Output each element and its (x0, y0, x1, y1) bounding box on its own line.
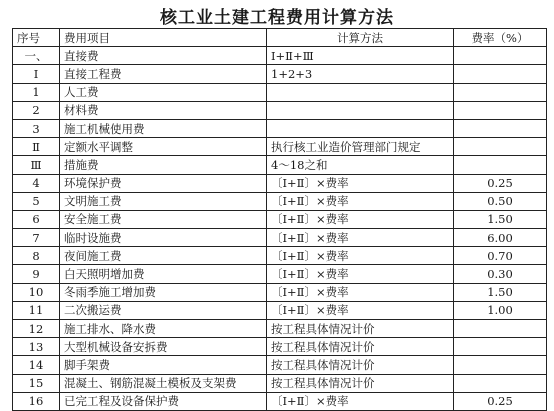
header-item: 费用项目 (60, 29, 267, 47)
table-row (13, 301, 547, 319)
row-number: Ⅰ (13, 65, 60, 83)
row-method: 〔Ⅰ+Ⅱ〕×费率 (267, 283, 454, 301)
row-rate: 0.50 (454, 192, 547, 210)
table-body (13, 47, 547, 411)
row-method (267, 83, 454, 101)
table-row (13, 356, 547, 374)
row-number: 2 (13, 101, 60, 119)
row-method: Ⅰ+Ⅱ+Ⅲ (267, 47, 454, 65)
row-item: 大型机械设备安拆费 (60, 338, 267, 356)
row-method: 〔Ⅰ+Ⅱ〕×费率 (267, 265, 454, 283)
row-number: 14 (13, 356, 60, 374)
row-number: 11 (13, 301, 60, 319)
row-item: 白天照明增加费 (60, 265, 267, 283)
table-header-row (13, 29, 547, 47)
row-item: 施工机械使用费 (60, 119, 267, 137)
row-number: 4 (13, 174, 60, 192)
row-rate: 1.50 (454, 210, 547, 228)
row-rate (454, 138, 547, 156)
table-row (13, 374, 547, 392)
table-row (13, 210, 547, 228)
row-method: 按工程具体情况计价 (267, 320, 454, 338)
row-rate (454, 320, 547, 338)
row-method (267, 119, 454, 137)
row-item: 材料费 (60, 101, 267, 119)
row-number: 13 (13, 338, 60, 356)
table-row (13, 138, 547, 156)
row-number: 5 (13, 192, 60, 210)
row-number: 6 (13, 210, 60, 228)
row-method: 〔Ⅰ+Ⅱ〕×费率 (267, 192, 454, 210)
table-row (13, 320, 547, 338)
row-method: 〔Ⅰ+Ⅱ〕×费率 (267, 247, 454, 265)
table-row (13, 156, 547, 174)
row-method: 〔Ⅰ+Ⅱ〕×费率 (267, 392, 454, 410)
row-item: 冬雨季施工增加费 (60, 283, 267, 301)
row-rate: 0.25 (454, 174, 547, 192)
table-row (13, 392, 547, 410)
table-row (13, 283, 547, 301)
row-item: 安全施工费 (60, 210, 267, 228)
row-rate: 0.25 (454, 392, 547, 410)
row-method (267, 101, 454, 119)
row-number: Ⅲ (13, 156, 60, 174)
table-row (13, 174, 547, 192)
table-row (13, 192, 547, 210)
row-method: 〔Ⅰ+Ⅱ〕×费率 (267, 229, 454, 247)
table-row (13, 338, 547, 356)
table-row (13, 65, 547, 83)
header-rate: 费率（%） (454, 29, 547, 47)
table-row (13, 247, 547, 265)
row-rate (454, 356, 547, 374)
row-method: 按工程具体情况计价 (267, 338, 454, 356)
row-method: 按工程具体情况计价 (267, 374, 454, 392)
row-rate (454, 374, 547, 392)
row-method: 〔Ⅰ+Ⅱ〕×费率 (267, 174, 454, 192)
row-number: 9 (13, 265, 60, 283)
row-method: 执行核工业造价管理部门规定 (267, 138, 454, 156)
document-title: 核工业土建工程费用计算方法 (160, 8, 394, 28)
row-number: 1 (13, 83, 60, 101)
row-rate (454, 47, 547, 65)
row-method: 按工程具体情况计价 (267, 356, 454, 374)
row-rate: 6.00 (454, 229, 547, 247)
row-rate (454, 338, 547, 356)
row-item: 文明施工费 (60, 192, 267, 210)
row-item: 直接费 (60, 47, 267, 65)
row-number: 15 (13, 374, 60, 392)
fee-table (12, 28, 547, 411)
row-item: 措施费 (60, 156, 267, 174)
row-number: Ⅱ (13, 138, 60, 156)
row-rate (454, 119, 547, 137)
row-rate (454, 156, 547, 174)
row-item: 夜间施工费 (60, 247, 267, 265)
table-row (13, 265, 547, 283)
row-item: 已完工程及设备保护费 (60, 392, 267, 410)
table-row (13, 47, 547, 65)
row-rate (454, 65, 547, 83)
row-item: 脚手架费 (60, 356, 267, 374)
row-item: 二次搬运费 (60, 301, 267, 319)
table-row (13, 83, 547, 101)
table-row (13, 101, 547, 119)
row-rate: 1.50 (454, 283, 547, 301)
row-number: 7 (13, 229, 60, 247)
row-rate: 0.70 (454, 247, 547, 265)
row-number: 12 (13, 320, 60, 338)
table-row (13, 229, 547, 247)
row-method: 4～18之和 (267, 156, 454, 174)
row-item: 环境保护费 (60, 174, 267, 192)
row-number: 16 (13, 392, 60, 410)
row-number: 一、 (13, 47, 60, 65)
row-item: 定额水平调整 (60, 138, 267, 156)
row-method: 〔Ⅰ+Ⅱ〕×费率 (267, 210, 454, 228)
row-number: 8 (13, 247, 60, 265)
header-no: 序号 (13, 29, 60, 47)
row-item: 临时设施费 (60, 229, 267, 247)
table-row (13, 119, 547, 137)
row-item: 人工费 (60, 83, 267, 101)
row-rate (454, 101, 547, 119)
row-number: 10 (13, 283, 60, 301)
row-rate: 1.00 (454, 301, 547, 319)
row-rate: 0.30 (454, 265, 547, 283)
header-method: 计算方法 (267, 29, 454, 47)
row-rate (454, 83, 547, 101)
row-number: 3 (13, 119, 60, 137)
row-item: 混凝土、钢筋混凝土模板及支架费 (60, 374, 267, 392)
row-item: 施工排水、降水费 (60, 320, 267, 338)
row-method: 1+2+3 (267, 65, 454, 83)
row-item: 直接工程费 (60, 65, 267, 83)
row-method: 〔Ⅰ+Ⅱ〕×费率 (267, 301, 454, 319)
